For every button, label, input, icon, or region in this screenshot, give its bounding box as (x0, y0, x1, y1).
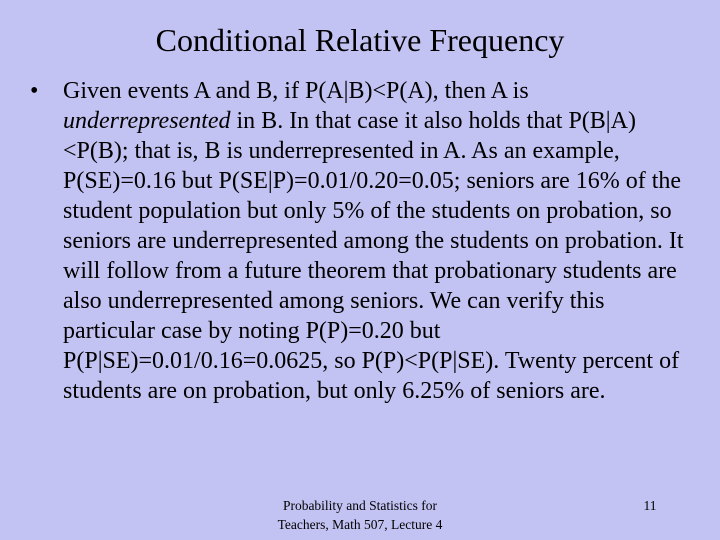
footer-line-2: Teachers, Math 507, Lecture 4 (277, 517, 443, 532)
bullet-icon: • (30, 78, 39, 104)
footer-text (240, 496, 480, 534)
bullet-item (30, 76, 700, 406)
bullet-text-part2: in B. In that case it also holds that P(B|A)<P(B); that is, B is underrepresented in A. As an example, P(SE)=0.16 but P(SE|P)=0.01/0.20=0.05; seniors are 16% of the student population but only 5% of the students on probation, so seniors are underrepresented among the students on probation. It will follow from a future theorem that probationary students are also underrepresented among seniors. We can verify this particular case by noting P(P)=0.20 but P(P|SE)=0.01/0.16=0.0625, so P(P)<P(P|SE). Twenty percent of students are on probation, but only 6.25% of seniors are. (63, 108, 684, 404)
bullet-text-part1: Given events A and B, if P(A|B)<P(A), then A is (63, 78, 529, 104)
page-number: 11 (643, 498, 657, 513)
bullet-text-emphasis: underrepresented (63, 108, 231, 134)
bullet-text (63, 76, 700, 406)
slide-title: Conditional Relative Frequency (155, 22, 565, 58)
footer-line-1: Probability and Statistics for (282, 498, 438, 513)
